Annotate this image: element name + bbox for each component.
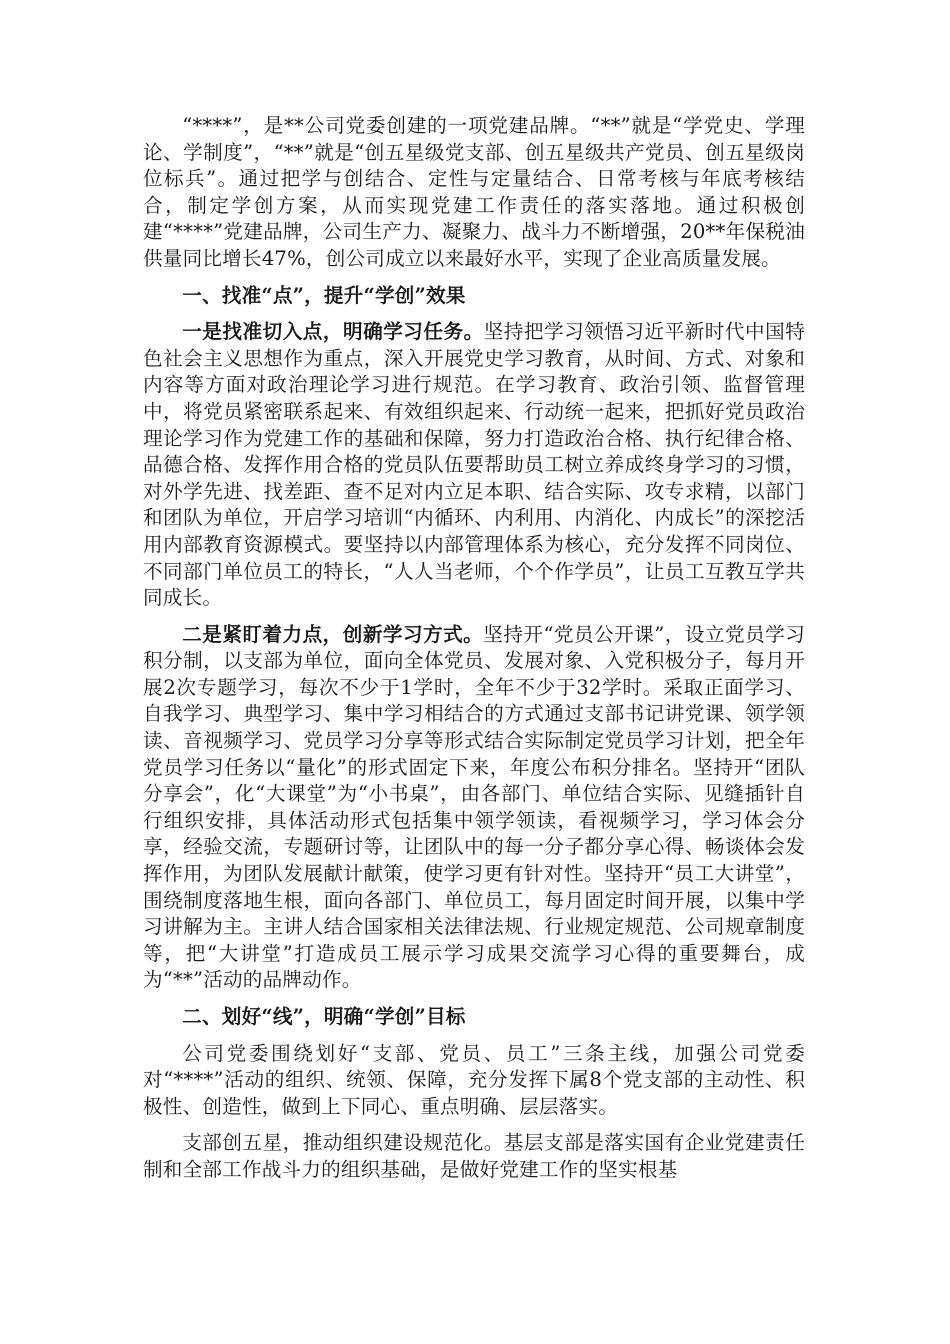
section-heading-2: 二、划好“线”，明确“学创”目标 <box>182 1005 466 1028</box>
paragraph-entry-point <box>143 319 805 612</box>
paragraph-branch-five-star: 支部创五星，推动组织建设规范化。基层支部是落实国有企业党建责任制和全部工作战斗力的组织基础，是做好党建工作的坚实根基 <box>143 1131 805 1181</box>
paragraph-lead-2: 二是紧盯着力点，创新学习方式。 <box>182 622 484 646</box>
paragraph-main-lines: 公司党委围绕划好“支部、党员、员工”三条主线，加强公司党委对“****”活动的组织、统领、保障，充分发挥下属8个党支部的主动性、积极性、创造性，做到上下同心、重点明确、层层落实。 <box>143 1041 805 1118</box>
intro-paragraph: “****”，是**公司党委创建的一项党建品牌。“**”就是“学党史、学理论、学制度”，“**”就是“创五星级党支部、创五星级共产党员、创五星级岗位标兵”。通过把学与创结合、定性与定量结合、日常考核与年底考核结合，制定学创方案，从而实现党建工作责任的落实落地。通过积极创建“****”党建品牌，公司生产力、凝聚力、战斗力不断增强，20**年保税油供量同比增长47%，创公司成立以来最好水平，实现了企业高质量发展。 <box>143 114 805 270</box>
paragraph-focus-point <box>143 622 805 994</box>
section-heading-1: 一、找准“点”，提升“学创”效果 <box>182 283 466 307</box>
document-page <box>143 113 805 1184</box>
paragraph-body-2: 坚持开“党员公开课”，设立党员学习积分制，以支部为单位，面向全体党员、发展对象、入党积极分子，每月开展2次专题学习，每次不少于1学时，全年不少于32学时。采取正面学习、自我学习、典型学习、集中学习相结合的方式通过支部书记讲党课、领学领读、音视频学习、党员学习分享等形式结合实际制定党员学习计划，把全年党员学习任务以“量化”的形式固定下来，年度公布积分排名。坚持开“团队分享会”，化“大课堂”为“小书桌”，由各部门、单位结合实际、见缝插针自行组织安排，具体活动形式包括集中领学领读，看视频学习，学习体会分享，经验交流，专题研讨等，让团队中的每一分子都分享心得、畅谈体会发挥作用，为团队发展献计献策，使学习更有针对性。坚持开“员工大讲堂”，围绕制度落地生根，面向各部门、单位员工，每月固定时间开展，以集中学习讲解为主。主讲人结合国家相关法律法规、行业规定规范、公司规章制度等，把“大讲堂”打造成员工展示学习成果交流学习心得的重要舞台，成为“**”活动的品牌动作。 <box>143 622 806 992</box>
paragraph-lead-1: 一是找准切入点，明确学习任务。 <box>182 320 484 344</box>
paragraph-body-1: 坚持把学习领悟习近平新时代中国特色社会主义思想作为重点，深入开展党史学习教育，从时间、方式、对象和内容等方面对政治理论学习进行规范。在学习教育、政治引领、监督管理中，将党员紧密联系起来、有效组织起来、行动统一起来，把抓好党员政治理论学习作为党建工作的基础和保障，努力打造政治合格、执行纪律合格、品德合格、发挥作用合格的党员队伍要帮助员工树立养成终身学习的习惯，对外学先进、找差距、查不足对内立足本职、结合实际、攻专求精，以部门和团队为单位，开启学习培训“内循环、内利用、内消化、内成长”的深挖活用内部教育资源模式。要坚持以内部管理体系为核心，充分发挥不同岗位、不同部门单位员工的特长，“人人当老师，个个作学员”，让员工互教互学共同成长。 <box>143 320 806 610</box>
